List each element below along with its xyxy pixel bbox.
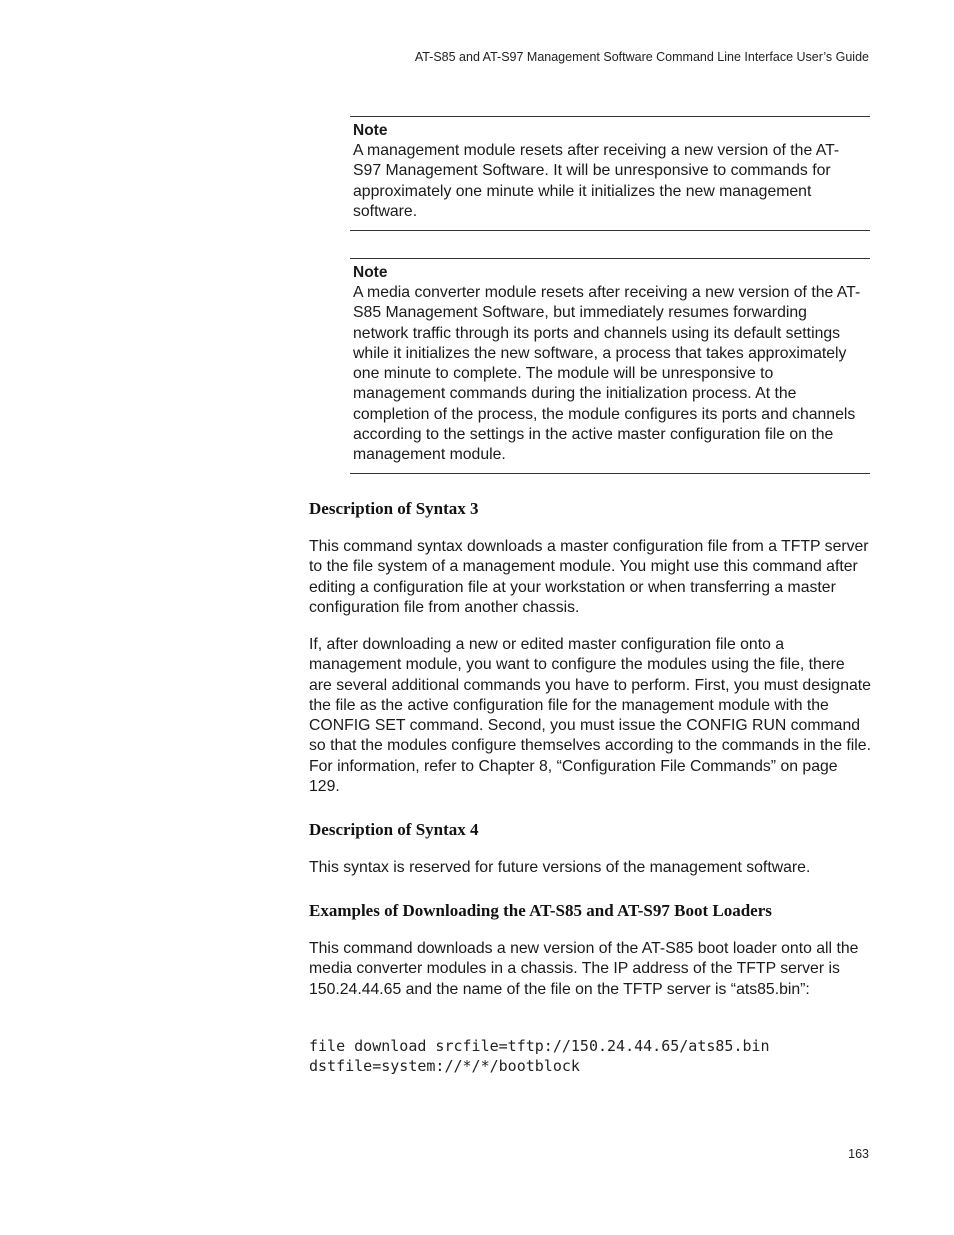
- section-heading-syntax-3: Description of Syntax 3: [309, 499, 479, 518]
- note-box: [350, 258, 870, 474]
- section-heading-syntax-4: Description of Syntax 4: [309, 820, 479, 839]
- section-heading-examples: Examples of Downloading the AT-S85 and AT-S97 Boot Loaders: [309, 901, 772, 920]
- running-header: AT-S85 and AT-S97 Management Software Command Line Interface User’s Guide: [414, 50, 869, 64]
- code-example: file download srcfile=tftp://150.24.44.65/ats85.bin dstfile=system://*/*/bootblock: [309, 1037, 770, 1075]
- paragraph: If, after downloading a new or edited master configuration file onto a management module, you want to configure the modules using the file, there are several additional commands you have to perform. First, you must designate the file as the active configuration file for the management module with the CONFIG SET command. Second, you must issue the CONFIG RUN command so that the modules configure themselves according to the commands in the file. For information, refer to Chapter 8, “Configuration File Commands” on page 129.: [309, 636, 871, 796]
- note-text: A media converter module resets after receiving a new version of the AT-S85 Management Software, but immediately resumes forwarding network traffic through its ports and channels using its default settings while it initializes the new software, a process that takes approximately one minute to complete. The module will be unresponsive to management commands during the initialization process. At the completion of the process, the module configures its ports and channels according to the settings in the active master configuration file on the management module.: [353, 284, 861, 464]
- paragraph: This command downloads a new version of the AT-S85 boot loader onto all the media converter modules in a chassis. The IP address of the TFTP server is 150.24.44.65 and the name of the file on the TFTP server is “ats85.bin”:: [309, 940, 859, 998]
- page-number: 163: [848, 1147, 869, 1161]
- note-box: [350, 116, 870, 231]
- paragraph: This syntax is reserved for future versions of the management software.: [309, 859, 811, 876]
- note-label: Note: [353, 122, 388, 139]
- note-text: A management module resets after receiving a new version of the AT-S97 Management Software. It will be unresponsive to commands for approximately one minute while it initializes the new management software.: [353, 142, 840, 220]
- paragraph: This command syntax downloads a master configuration file from a TFTP server to the file system of a management module. You might use this command after editing a configuration file at your workstation or when transferring a master configuration file from another chassis.: [309, 538, 869, 616]
- note-label: Note: [353, 264, 388, 281]
